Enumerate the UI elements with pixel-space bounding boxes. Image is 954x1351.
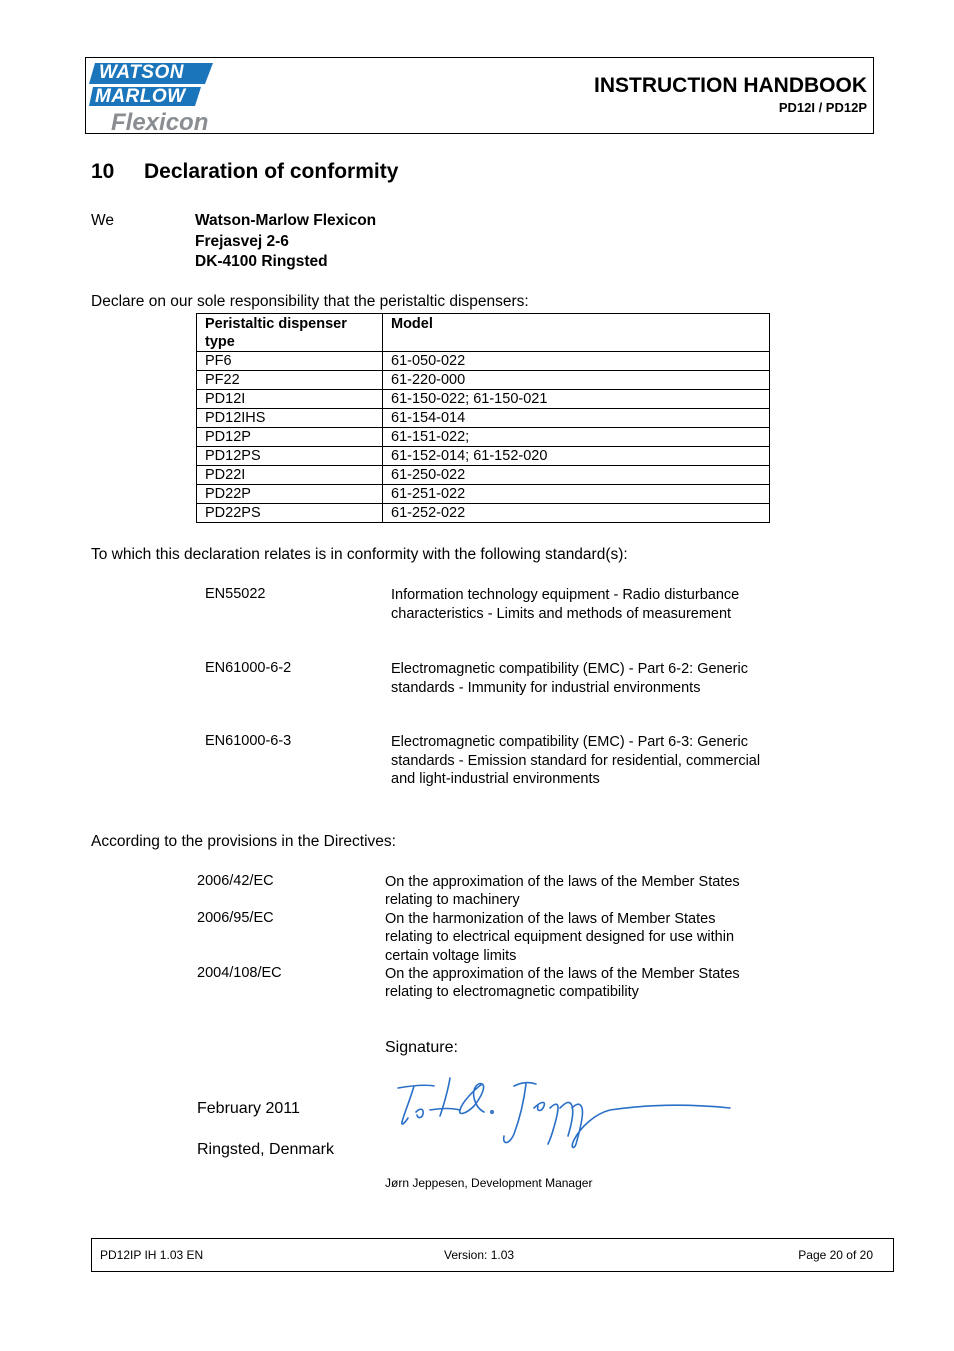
directive-description: On the approximation of the laws of the Member States relating to electromagnetic compatibility [385,966,740,1001]
standard-code: EN61000-6-2 [205,660,292,676]
cell-type: PF6 [197,352,383,371]
cell-model: 61-151-022; [383,428,770,447]
table-row [197,371,770,390]
handbook-subtitle: PD12I / PD12P [778,100,867,115]
cell-type: PD12P [197,428,383,447]
company-name: Watson-Marlow Flexicon [195,212,377,229]
cell-type: PF22 [197,371,383,390]
table-row [197,466,770,485]
handbook-title: INSTRUCTION HANDBOOK [594,74,867,97]
cell-model: 61-050-022 [383,352,770,371]
signature-label: Signature: [385,1039,458,1056]
cell-model: 61-154-014 [383,409,770,428]
table-header-row [197,314,770,352]
header-model: Model [383,314,770,352]
cell-model: 61-150-022; 61-150-021 [383,390,770,409]
table-row [197,390,770,409]
logo-text-marlow: MARLOW [95,86,186,107]
table-row [197,352,770,371]
cell-type: PD22I [197,466,383,485]
table-row [197,504,770,523]
table-row [197,447,770,466]
section-heading [91,160,398,184]
declare-text: Declare on our sole responsibility that the peristaltic dispensers: [91,293,529,310]
page-header [85,57,874,134]
cell-type: PD22P [197,485,383,504]
signer-name: Jørn Jeppesen, Development Manager [385,1176,593,1190]
table-row [197,409,770,428]
company-street: Frejasvej 2-6 [195,233,289,250]
directive-description: On the approximation of the laws of the Member States relating to machinery [385,874,740,909]
directive-description: On the harmonization of the laws of Member States relating to electrical equipment designed for use within certain voltage limits [385,911,735,964]
directives-text: According to the provisions in the Directives: [91,833,396,850]
cell-model: 61-251-022 [383,485,770,504]
standard-description: Information technology equipment - Radio disturbance characteristics - Limits and methods of measurement [391,587,740,622]
signature-place: Ringsted, Denmark [197,1141,334,1158]
table-row [197,485,770,504]
standard-description: Electromagnetic compatibility (EMC) - Part 6-3: Generic standards - Emission standard for residential, commercial and light-industrial environments [391,734,761,788]
cell-model: 61-252-022 [383,504,770,523]
logo-text-flexicon: Flexicon [111,109,209,136]
table-row [197,428,770,447]
standard-code: EN55022 [205,586,266,602]
cell-model: 61-220-000 [383,371,770,390]
footer-page-number: Page 20 of 20 [798,1248,873,1262]
we-label: We [91,212,114,229]
directive-code: 2006/42/EC [197,873,274,889]
cell-type: PD22PS [197,504,383,523]
directive-code: 2004/108/EC [197,965,282,981]
watson-marlow-flexicon-logo [89,62,215,136]
cell-model: 61-250-022 [383,466,770,485]
section-title: Declaration of conformity [144,160,399,183]
handwritten-signature [390,1074,735,1154]
cell-type: PD12I [197,390,383,409]
signature-date: February 2011 [197,1100,300,1117]
cell-type: PD12IHS [197,409,383,428]
page-footer [91,1238,894,1272]
dispenser-table [196,313,770,523]
standard-code: EN61000-6-3 [205,733,292,749]
company-city: DK-4100 Ringsted [195,253,328,270]
footer-version: Version: 1.03 [444,1248,515,1262]
header-dispenser-type: Peristaltic dispenser type [197,314,383,352]
cell-model: 61-152-014; 61-152-020 [383,447,770,466]
section-number: 10 [91,160,115,183]
logo-text-watson: WATSON [99,62,184,83]
cell-type: PD12PS [197,447,383,466]
directive-code: 2006/95/EC [197,910,274,926]
standard-description: Electromagnetic compatibility (EMC) - Part 6-2: Generic standards - Immunity for industrial environments [391,661,748,696]
footer-doc-id: PD12IP IH 1.03 EN [100,1248,204,1262]
conformity-text: To which this declaration relates is in conformity with the following standard(s): [91,546,628,563]
